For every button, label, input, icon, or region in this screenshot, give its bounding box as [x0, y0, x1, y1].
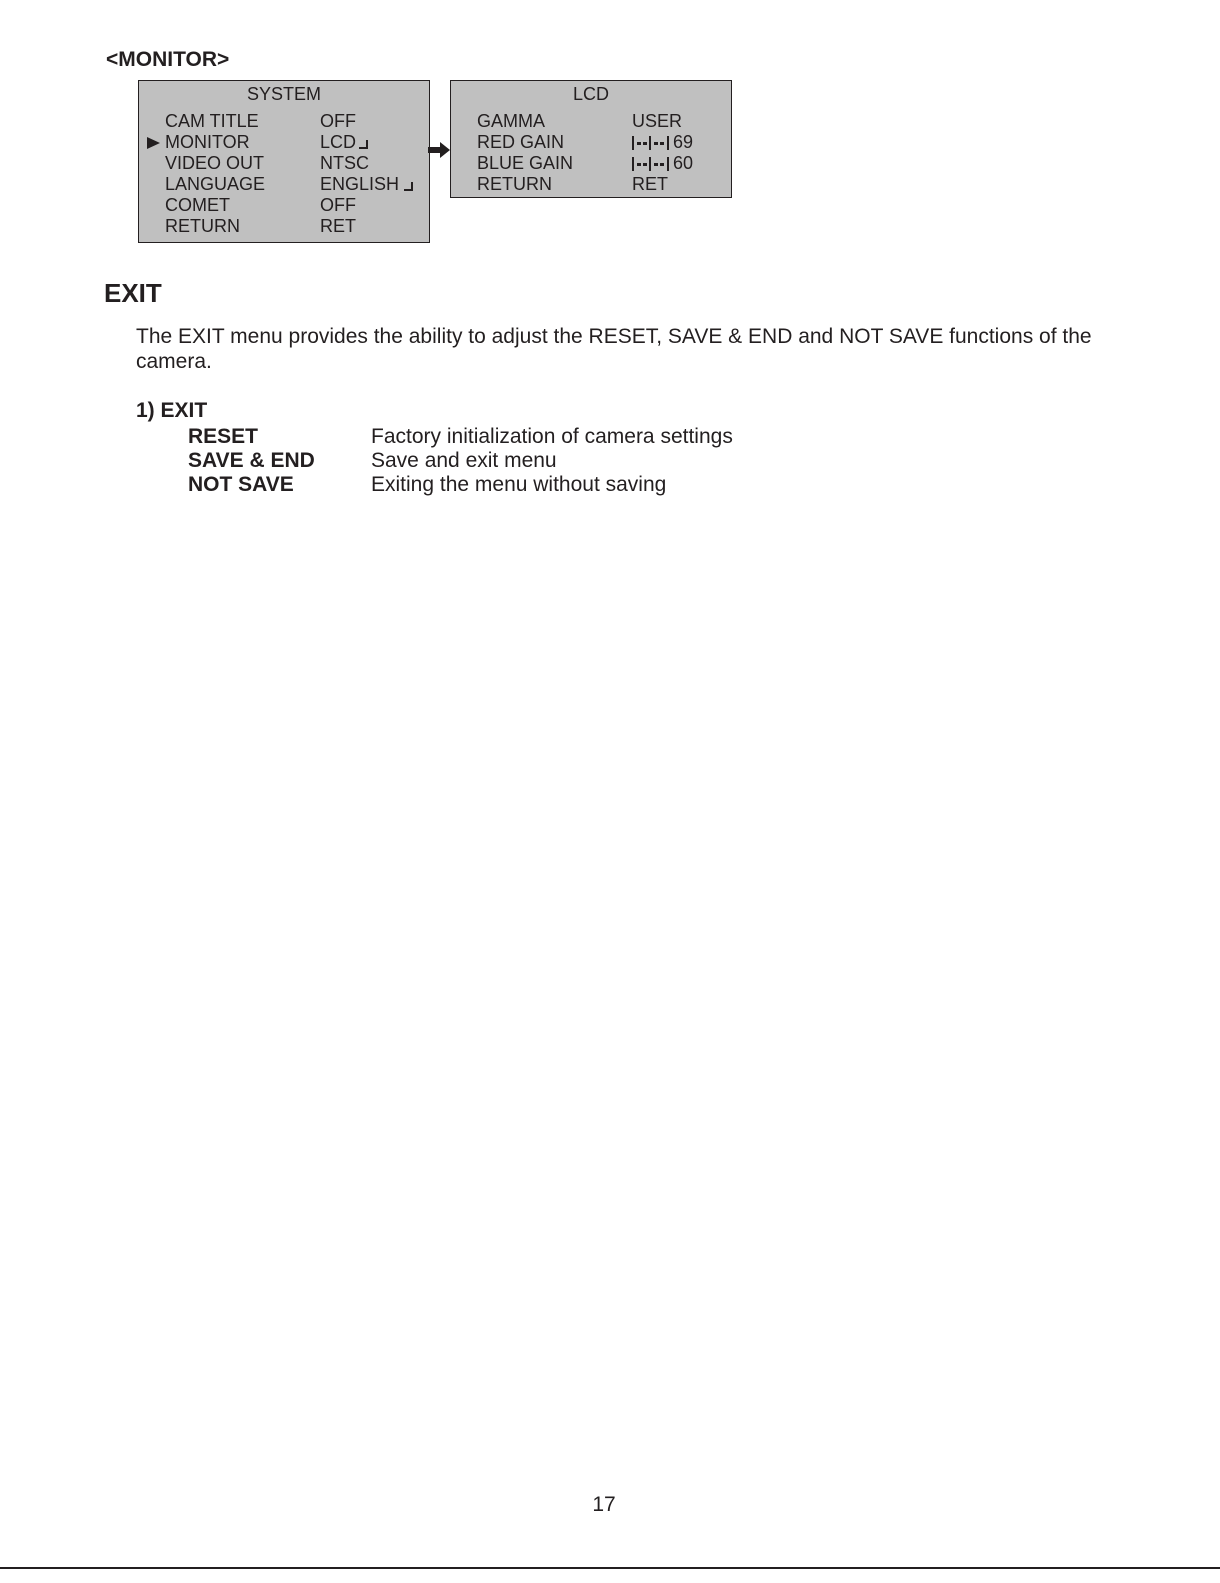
exit-definition-list [188, 425, 1088, 497]
exit-subheading: 1) EXIT [136, 399, 208, 422]
menu-item-value: NTSC [320, 153, 369, 173]
definition-row-reset [188, 425, 1088, 449]
arrow-right-icon [428, 140, 452, 160]
menu-item-label: COMET [165, 195, 230, 215]
menu-item-label: CAM TITLE [165, 111, 259, 131]
definition-description: Factory initialization of camera settings [371, 425, 733, 448]
lcd-menu-title: LCD [572, 84, 609, 104]
menu-item-value-group [320, 132, 368, 153]
gain-bar-icon [632, 135, 669, 151]
page-bottom-rule [0, 1567, 1220, 1569]
menu-item-value: OFF [320, 195, 356, 215]
menu-item-comet[interactable] [139, 195, 429, 216]
section-label: <MONITOR> [106, 48, 230, 71]
definition-term: NOT SAVE [188, 473, 294, 496]
triangle-right-icon [147, 137, 160, 149]
definition-description: Save and exit menu [371, 449, 557, 472]
exit-intro-paragraph: The EXIT menu provides the ability to adjust the RESET, SAVE & END and NOT SAVE functions of the camera. [136, 325, 1092, 373]
page-number: 17 [592, 1493, 616, 1516]
definition-row-save-end [188, 449, 1088, 473]
enter-icon [404, 182, 413, 191]
menu-item-cam-title[interactable] [139, 111, 429, 132]
menu-item-value: 60 [673, 153, 694, 173]
menu-item-label: BLUE GAIN [477, 153, 574, 173]
menu-item-red-gain[interactable] [451, 132, 731, 153]
menu-item-value-group [632, 153, 693, 174]
menu-item-label: VIDEO OUT [165, 153, 265, 173]
gain-bar-icon [632, 156, 669, 172]
menu-item-value: 69 [673, 132, 694, 152]
menu-item-value: LCD [320, 132, 357, 152]
menu-item-value: OFF [320, 111, 356, 131]
menu-item-value: RET [632, 174, 668, 194]
menu-item-label: RETURN [477, 174, 552, 194]
system-menu-items [139, 111, 429, 237]
system-menu-title: SYSTEM [246, 84, 321, 104]
menu-item-language[interactable] [139, 174, 429, 195]
menu-item-return[interactable] [451, 174, 731, 195]
menu-item-value: RET [320, 216, 356, 236]
definition-description: Exiting the menu without saving [371, 473, 667, 496]
menu-item-video-out[interactable] [139, 153, 429, 174]
lcd-menu [450, 80, 732, 198]
menu-item-gamma[interactable] [451, 111, 731, 132]
menu-item-value: USER [632, 111, 683, 131]
menu-item-monitor[interactable] [139, 132, 429, 153]
lcd-menu-items [451, 111, 731, 195]
menu-item-value: ENGLISH [320, 174, 400, 194]
menu-item-label: RETURN [165, 216, 240, 236]
system-menu [138, 80, 430, 243]
menu-item-label: LANGUAGE [165, 174, 266, 194]
menu-item-label: GAMMA [477, 111, 546, 131]
definition-row-not-save [188, 473, 1088, 497]
menu-item-return[interactable] [139, 216, 429, 237]
enter-icon [359, 140, 368, 149]
definition-term: SAVE & END [188, 449, 315, 472]
menu-item-label: RED GAIN [477, 132, 565, 152]
menu-item-value-group [320, 174, 413, 195]
menu-item-blue-gain[interactable] [451, 153, 731, 174]
menu-item-label: MONITOR [165, 132, 250, 152]
definition-term: RESET [188, 425, 259, 448]
menu-item-value-group [632, 132, 693, 153]
exit-heading: EXIT [104, 278, 162, 308]
